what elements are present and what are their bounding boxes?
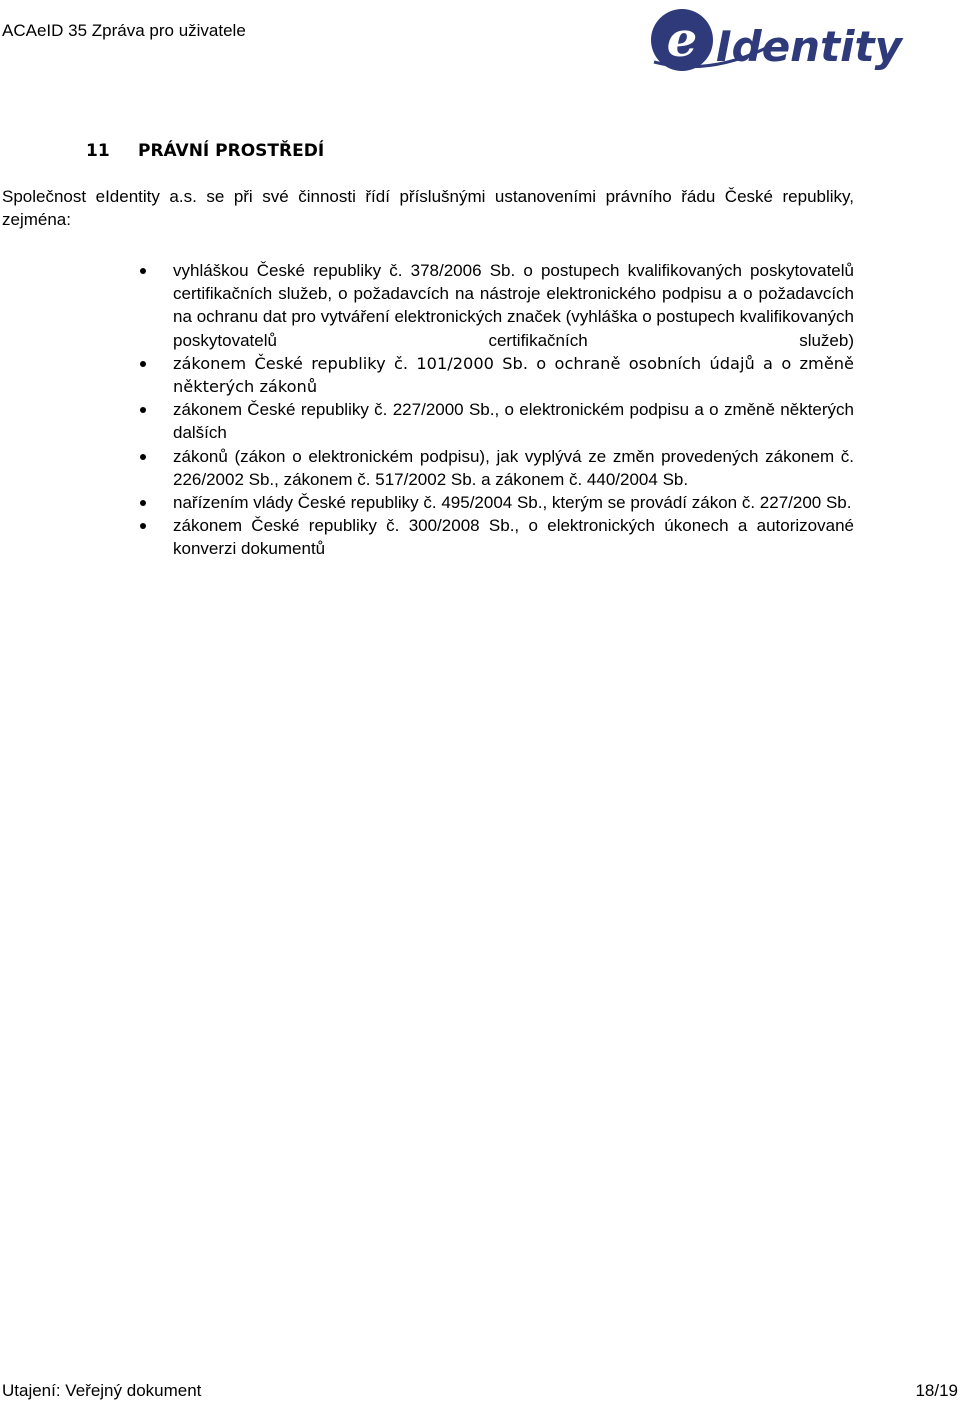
footer-page-number: 18/19 — [915, 1381, 958, 1400]
footer-classification: Utajení: Veřejný dokument — [2, 1381, 202, 1400]
section-heading — [86, 140, 324, 162]
bullet-icon — [140, 361, 146, 367]
eidentity-logo-graphic — [648, 4, 906, 76]
list-item — [0, 445, 854, 491]
list-item — [0, 352, 854, 398]
eidentity-logo — [648, 4, 906, 76]
logo-letter: e — [666, 12, 698, 68]
list-item-text: zákonem České republiky č. 101/2000 Sb. o ochraně osobních údajů a o změně některých zákonů — [173, 353, 854, 397]
list-item-text: nařízením vlády České republiky č. 495/2004 Sb., kterým se provádí zákon č. 227/200 Sb. — [173, 493, 852, 513]
intro-paragraph: Společnost eIdentity a.s. se při své činnosti řídí příslušnými ustanoveními právního řádu České republiky, zejména: — [2, 187, 854, 229]
list-item-text: zákonů (zákon o elektronickém podpisu), jak vyplývá ze změn provedených zákonem č. 226/2002 Sb., zákonem č. 517/2002 Sb. a zákonem č. 440/2004 Sb. — [173, 446, 854, 489]
bullet-icon — [140, 500, 146, 506]
section-number: 11 — [86, 141, 110, 161]
list-item — [0, 398, 854, 444]
bullet-icon — [140, 523, 146, 529]
list-item — [0, 259, 854, 352]
bullet-icon — [140, 454, 146, 460]
list-item — [0, 491, 854, 514]
section-title: PRÁVNÍ PROSTŘEDÍ — [138, 141, 325, 161]
logo-wordmark: Identity — [716, 22, 903, 71]
list-item-text: vyhláškou České republiky č. 378/2006 Sb. o postupech kvalifikovaných poskytovatelů certifikačních služeb, o požadavcích na nástroje elektronického podpisu a o požadavcích na ochranu dat pro vytváření elektronických značek (vyhláška o postupech kvalifikovaných poskytovatelů certifikačních služeb) — [173, 261, 854, 350]
legal-basis-list — [0, 259, 960, 561]
bullet-icon — [140, 268, 146, 274]
document-header-title: ACAeID 35 Zpráva pro uživatele — [2, 21, 246, 40]
list-item-text: zákonem České republiky č. 300/2008 Sb., o elektronických úkonech a autorizované konverzi dokumentů — [173, 516, 854, 559]
list-item — [0, 514, 854, 560]
bullet-icon — [140, 407, 146, 413]
list-item-text: zákonem České republiky č. 227/2000 Sb., o elektronickém podpisu a o změně některých dalších — [173, 400, 854, 443]
